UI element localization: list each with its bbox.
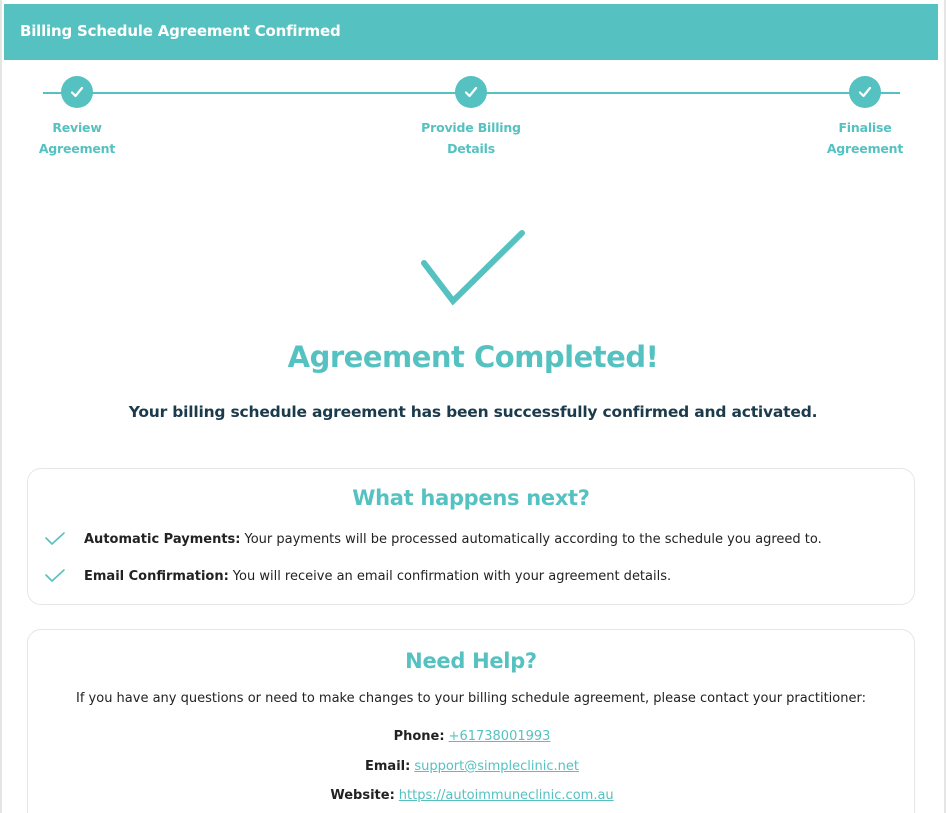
email-label: Email: — [365, 759, 411, 774]
website-label: Website: — [330, 788, 395, 803]
what-happens-next-card — [27, 468, 915, 605]
page-title: Billing Schedule Agreement Confirmed — [20, 22, 341, 40]
need-help-title: Need Help? — [405, 649, 537, 673]
step-finalise-agreement — [805, 76, 925, 159]
step-complete-check-icon — [849, 76, 881, 108]
step-review-agreement — [17, 76, 137, 159]
step-complete-check-icon — [61, 76, 93, 108]
step-complete-check-icon — [455, 76, 487, 108]
check-icon — [44, 530, 68, 548]
page-header — [4, 4, 938, 60]
success-check-icon — [420, 229, 526, 311]
help-email-row — [28, 759, 916, 774]
next-step-text: Your payments will be processed automatically according to the schedule you agreed to. — [244, 531, 822, 547]
need-help-card — [27, 629, 915, 813]
step-label: Finalise Agreement — [826, 120, 904, 156]
next-step-label: Email Confirmation: — [84, 568, 229, 584]
phone-link[interactable]: +61738001993 — [448, 729, 551, 744]
help-intro-text: If you have any questions or need to make changes to your billing schedule agreement, please contact your practitioner: — [76, 691, 866, 706]
what-happens-next-title: What happens next? — [352, 486, 590, 510]
success-title: Agreement Completed! — [287, 340, 659, 374]
step-label: Provide Billing Details — [421, 120, 521, 156]
step-provide-billing-details — [411, 76, 531, 159]
next-step-text: You will receive an email confirmation with your agreement details. — [232, 568, 672, 584]
next-step-item — [44, 530, 822, 548]
website-link[interactable]: https://autoimmuneclinic.com.au — [398, 788, 614, 803]
next-step-item — [44, 567, 671, 585]
email-link[interactable]: support@simpleclinic.net — [414, 759, 579, 774]
help-phone-row — [28, 729, 916, 744]
step-label: Review Agreement — [38, 120, 116, 156]
success-subtitle: Your billing schedule agreement has been successfully confirmed and activated. — [128, 403, 818, 421]
help-website-row — [28, 788, 916, 803]
phone-label: Phone: — [393, 729, 445, 744]
check-icon — [44, 567, 68, 585]
next-step-label: Automatic Payments: — [84, 531, 241, 547]
progress-stepper — [0, 60, 946, 170]
